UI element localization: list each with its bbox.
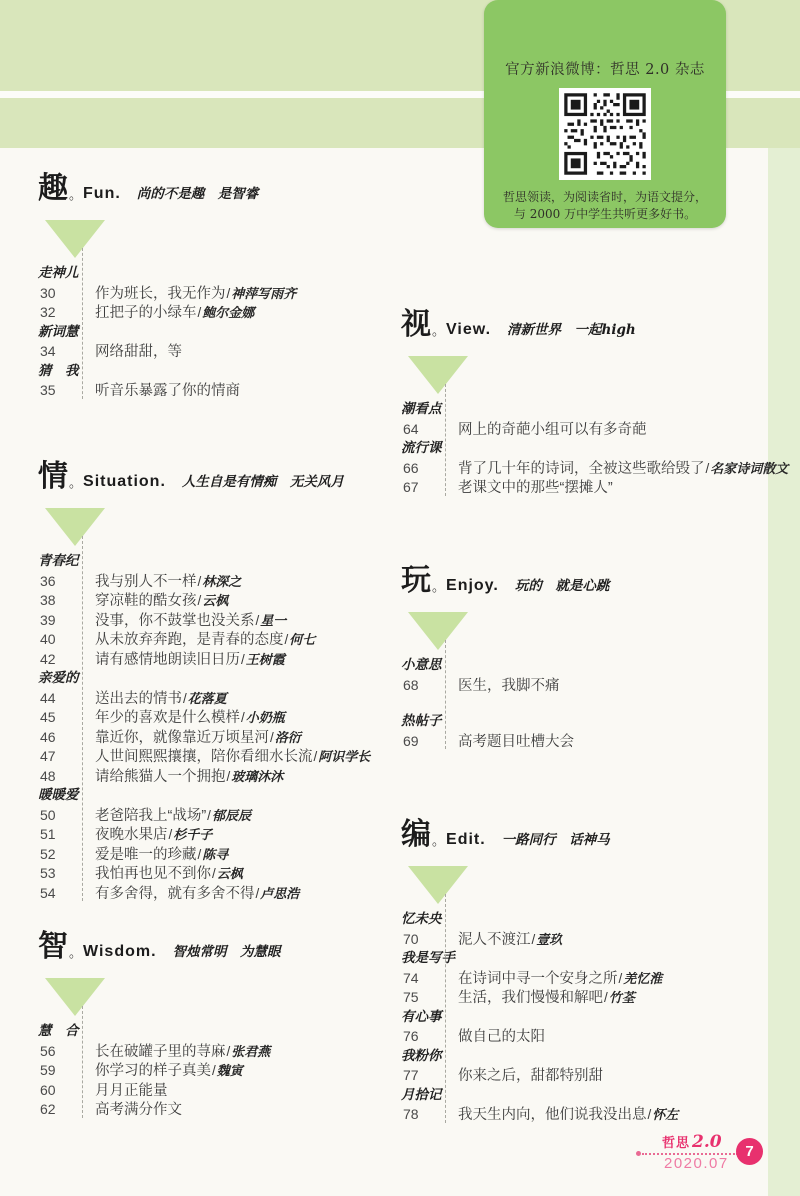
entry-page-number: 75 [403, 989, 419, 1005]
section-heading [393, 818, 783, 850]
entry-slash: / [168, 827, 173, 842]
subsection-label: 小意思 [401, 657, 442, 673]
toc-entry [393, 420, 783, 440]
entry-author: 王树霞 [245, 652, 285, 668]
entry-list [393, 400, 789, 498]
toc-entry [393, 1105, 783, 1125]
entry-page-number: 52 [40, 845, 56, 862]
entry-page-number: 56 [40, 1042, 56, 1059]
entry-page-number: 34 [40, 343, 56, 359]
toc-entry [30, 689, 392, 709]
logo-name: 哲思 [662, 1135, 691, 1150]
entry-slash: / [705, 460, 710, 476]
entry-title: 没事，你不鼓掌也没关系 [95, 612, 255, 629]
entry-slash: / [197, 305, 202, 320]
weibo-card-caption [484, 189, 726, 223]
section-tagline: 玩的 就是心跳 [514, 578, 610, 594]
entry-author: 杉千子 [173, 828, 213, 843]
entry-page-number: 40 [40, 631, 56, 647]
entry-author: 郁辰辰 [211, 808, 251, 824]
entry-slash: / [212, 866, 216, 881]
entry-title: 听音乐暴露了你的情商 [95, 383, 240, 399]
entry-author: 怀左 [652, 1108, 679, 1123]
toc-entry [393, 478, 783, 498]
entry-slash: / [313, 749, 318, 764]
toc-entry [30, 728, 392, 748]
entry-author: 壹玖 [536, 932, 563, 948]
entry-title: 有多舍得，就有多舍不得 [95, 885, 255, 902]
entry-author: 星一 [260, 613, 287, 629]
entry-title: 你学习的样子真美 [95, 1063, 211, 1079]
toc-entry [30, 845, 392, 865]
section-character: 视 [401, 308, 431, 341]
toc-entry [393, 969, 783, 989]
entry-author: 鲍尔金娜 [202, 306, 255, 321]
section-heading [30, 172, 392, 204]
qr-code-icon [559, 88, 651, 180]
section-latin-name: Wisdom. [83, 943, 157, 960]
entry-author: 魏寅 [216, 1064, 243, 1079]
entry-page-number: 78 [403, 1106, 419, 1122]
entry-slash: / [255, 885, 260, 901]
triangle-marker-icon [45, 978, 105, 1016]
toc-entry [30, 630, 392, 650]
entry-page-number: 48 [40, 767, 56, 784]
entry-page-number: 50 [40, 806, 56, 823]
entry-title: 月月正能量 [95, 1082, 168, 1099]
entry-author: 花落夏 [187, 691, 227, 707]
toc-entry [30, 284, 392, 304]
page-number-badge [736, 1138, 763, 1165]
entry-page-number: 69 [403, 732, 419, 749]
entry-list [393, 656, 783, 751]
section-latin-name: Edit. [446, 831, 486, 848]
toc-entry [30, 708, 392, 728]
entry-slash: / [212, 1063, 216, 1078]
toc-entry [30, 806, 392, 826]
section-tagline: 人生自是有情痴 无关风月 [181, 474, 344, 490]
toc-entry [30, 884, 392, 904]
entry-page-number: 53 [40, 865, 56, 881]
section-tagline: 智烛常明 为慧眼 [172, 944, 281, 960]
entry-slash: / [197, 573, 202, 589]
toc-entry [30, 1061, 392, 1081]
entry-page-number: 68 [403, 676, 419, 693]
entry-title: 靠近你，就像靠近万顷星河 [95, 729, 269, 746]
entry-page-number: 62 [40, 1101, 56, 1117]
entry-title: 背了几十年的诗词，全被这些歌给毁了 [458, 460, 705, 477]
entry-page-number: 47 [40, 748, 56, 764]
entry-slash: / [255, 612, 260, 628]
entry-page-number: 36 [40, 572, 56, 589]
entry-title: 爱是唯一的珍藏 [95, 846, 197, 863]
entry-title: 在诗词中寻一个安身之所 [458, 970, 618, 987]
entry-page-number: 67 [403, 479, 419, 495]
weibo-account-title: 官方新浪微博：哲思 2.0 杂志 [505, 62, 705, 78]
section-separator: 。 [69, 945, 83, 960]
entry-title: 做自己的太阳 [458, 1029, 545, 1045]
entry-slash: / [618, 970, 623, 986]
toc-entry [393, 676, 783, 696]
subsection-label: 慧 合 [38, 1023, 79, 1039]
toc-entry [30, 825, 392, 845]
entry-page-number: 39 [40, 611, 56, 628]
toc-entry [393, 459, 789, 479]
section-separator: 。 [69, 475, 83, 490]
triangle-marker-icon [408, 866, 468, 904]
entry-title: 高考题目吐槽大会 [458, 733, 574, 750]
subsection-label: 走神儿 [38, 265, 79, 281]
toc-entry [30, 1081, 392, 1101]
entry-page-number: 42 [40, 650, 56, 667]
entry-slash: / [226, 768, 231, 784]
section-character: 玩 [401, 564, 431, 597]
toc-entry [393, 732, 783, 752]
entry-title: 作为班长，我无作为 [95, 285, 226, 302]
subsection-label: 新词慧 [38, 323, 79, 340]
entry-author: 阿识学长 [318, 750, 371, 765]
section-heading [30, 460, 392, 492]
subsection-label: 流行课 [401, 440, 442, 456]
subsection-label: 猜 我 [38, 362, 79, 379]
entry-author: 羌忆淮 [623, 971, 663, 987]
toc-entry [393, 1027, 783, 1047]
entry-page-number: 45 [40, 709, 56, 725]
entry-page-number: 35 [40, 382, 56, 398]
subsection-label: 暖暖爱 [38, 787, 79, 803]
entry-title: 请给熊猫人一个拥抱 [95, 768, 226, 785]
entry-slash: / [604, 990, 608, 1005]
entry-title: 网上的奇葩小组可以有多奇葩 [458, 421, 647, 438]
entry-spacer [393, 695, 783, 712]
entry-title: 网络甜甜，等 [95, 344, 182, 360]
entry-title: 人世间熙熙攘攘，陪你看细水长流 [95, 749, 313, 765]
toc-entry [393, 1066, 783, 1086]
section-character: 趣 [38, 172, 68, 205]
entry-author: 玻璃沐沐 [231, 769, 284, 785]
entry-author: 名家诗词散文 [710, 461, 789, 477]
entry-title: 高考满分作文 [95, 1102, 182, 1118]
toc-entry [30, 1100, 392, 1120]
caption-line-2: 与 2000 万中学生共听更多好书。 [513, 207, 697, 221]
subsection-label: 潮看点 [401, 401, 442, 417]
section-view [393, 308, 789, 498]
toc-entry [30, 381, 392, 401]
entry-slash: / [207, 807, 211, 823]
section-heading [393, 308, 783, 340]
entry-title: 老爸陪我上“战场” [95, 807, 207, 824]
entry-page-number: 30 [40, 284, 56, 301]
entry-author: 神萍写雨齐 [231, 286, 297, 302]
caption-line-1: 哲思领读，为阅读省时，为语文提分， [502, 190, 707, 204]
toc-entry [30, 650, 392, 670]
section-wisdom [30, 930, 392, 1120]
section-tagline: 一路同行 话神马 [501, 832, 610, 848]
entry-page-number: 70 [403, 930, 419, 947]
entry-title: 我天生内向，他们说我没出息 [458, 1107, 647, 1123]
toc-entry [30, 303, 392, 323]
subsection-label: 亲爱的 [38, 670, 79, 686]
section-separator: 。 [432, 323, 446, 338]
entry-author: 小奶瓶 [245, 711, 285, 726]
logo-version: 2.0 [692, 1132, 722, 1152]
triangle-marker-icon [408, 612, 468, 650]
entry-author: 竹荃 [608, 991, 635, 1006]
entry-list [393, 910, 783, 1125]
entry-title: 夜晚水果店 [95, 827, 168, 843]
entry-list [30, 1022, 392, 1120]
entry-page-number: 46 [40, 728, 56, 745]
footer-lead-dot [636, 1151, 641, 1156]
entry-title: 送出去的情书 [95, 690, 182, 707]
entry-page-number: 51 [40, 826, 56, 842]
section-tagline: 清新世界 一起high [507, 322, 636, 338]
entry-author: 张君燕 [231, 1044, 271, 1060]
toc-entry [30, 591, 392, 611]
entry-page-number: 64 [403, 420, 419, 437]
toc-entry [30, 342, 392, 362]
entry-title: 年少的喜欢是什么模样 [95, 710, 240, 726]
entry-slash: / [226, 1043, 231, 1059]
triangle-marker-icon [408, 356, 468, 394]
subsection-label: 忆未央 [401, 911, 442, 927]
subsection-label: 青春纪 [38, 553, 79, 569]
section-edit [393, 818, 783, 1125]
entry-title: 你来之后，甜都特别甜 [458, 1068, 603, 1084]
section-separator: 。 [69, 187, 83, 202]
section-character: 编 [401, 818, 431, 851]
entry-author: 何七 [289, 633, 316, 648]
toc-entry [30, 572, 392, 592]
entry-title: 泥人不渡江 [458, 931, 531, 948]
toc-entry [30, 864, 392, 884]
section-character: 情 [38, 460, 68, 493]
entry-slash: / [284, 632, 289, 647]
entry-page-number: 77 [403, 1067, 419, 1083]
entry-author: 云枫 [216, 867, 243, 882]
entry-title: 从未放弃奔跑，是青春的态度 [95, 632, 284, 648]
section-enjoy [393, 564, 783, 751]
entry-title: 我与别人不一样 [95, 573, 197, 590]
triangle-marker-icon [45, 220, 105, 258]
entry-page-number: 66 [403, 459, 419, 476]
subsection-label: 我是写手 [401, 950, 455, 966]
entry-author: 洛衍 [274, 730, 301, 746]
section-heading [393, 564, 783, 596]
entry-page-number: 32 [40, 304, 56, 320]
entry-author: 陈寻 [202, 847, 229, 863]
toc-entry [30, 767, 392, 787]
entry-page-number: 59 [40, 1062, 56, 1078]
entry-slash: / [531, 931, 536, 947]
section-separator: 。 [432, 833, 446, 848]
section-latin-name: Situation. [83, 473, 166, 490]
entry-author: 林深之 [202, 574, 242, 590]
issue-date: 2020.07 [664, 1155, 729, 1172]
entry-author: 云枫 [202, 594, 229, 609]
weibo-promo-card [484, 0, 726, 228]
section-tagline: 尚的不是趣 是智睿 [136, 186, 259, 202]
entry-title: 穿凉鞋的酷女孩 [95, 593, 197, 609]
entry-page-number: 44 [40, 689, 56, 706]
subsection-label: 热帖子 [401, 713, 442, 729]
entry-page-number: 38 [40, 592, 56, 608]
entry-slash: / [647, 1107, 652, 1122]
entry-slash: / [226, 285, 231, 301]
entry-title: 请有感情地朗读旧日历 [95, 651, 240, 668]
subsection-label: 有心事 [401, 1008, 442, 1025]
section-character: 智 [38, 930, 68, 963]
entry-slash: / [197, 846, 202, 862]
subsection-label: 月拾记 [401, 1086, 442, 1103]
entry-title: 我怕再也见不到你 [95, 866, 211, 882]
entry-list [30, 264, 392, 401]
entry-page-number: 76 [403, 1028, 419, 1044]
section-separator: 。 [432, 579, 446, 594]
toc-entry [393, 988, 783, 1008]
section-heading [30, 930, 392, 962]
footer [600, 1132, 780, 1178]
entry-slash: / [241, 651, 245, 667]
magazine-logo [662, 1132, 722, 1152]
entry-slash: / [183, 690, 187, 706]
entry-page-number: 74 [403, 969, 419, 986]
subsection-label: 我粉你 [401, 1047, 442, 1064]
toc-entry [30, 1042, 392, 1062]
section-latin-name: Fun. [83, 185, 121, 202]
entry-author: 卢思浩 [260, 886, 300, 902]
section-fun [30, 172, 392, 401]
entry-title: 生活，我们慢慢和解吧 [458, 990, 603, 1006]
triangle-marker-icon [45, 508, 105, 546]
section-latin-name: View. [446, 321, 492, 338]
entry-title: 扛把子的小绿车 [95, 305, 197, 321]
entry-list [30, 552, 392, 903]
section-situation [30, 460, 392, 903]
entry-title: 医生，我脚不痛 [458, 677, 560, 694]
toc-entry [393, 930, 783, 950]
section-latin-name: Enjoy. [446, 577, 499, 594]
entry-slash: / [241, 710, 245, 725]
entry-page-number: 60 [40, 1081, 56, 1098]
toc-entry [30, 747, 392, 767]
page-number: 7 [745, 1143, 754, 1160]
entry-title: 老课文中的那些“摆摊人” [458, 480, 613, 496]
entry-title: 长在破罐子里的荨麻 [95, 1043, 226, 1060]
entry-slash: / [197, 593, 202, 608]
entry-page-number: 54 [40, 884, 56, 901]
entry-slash: / [270, 729, 274, 745]
toc-entry [30, 611, 392, 631]
